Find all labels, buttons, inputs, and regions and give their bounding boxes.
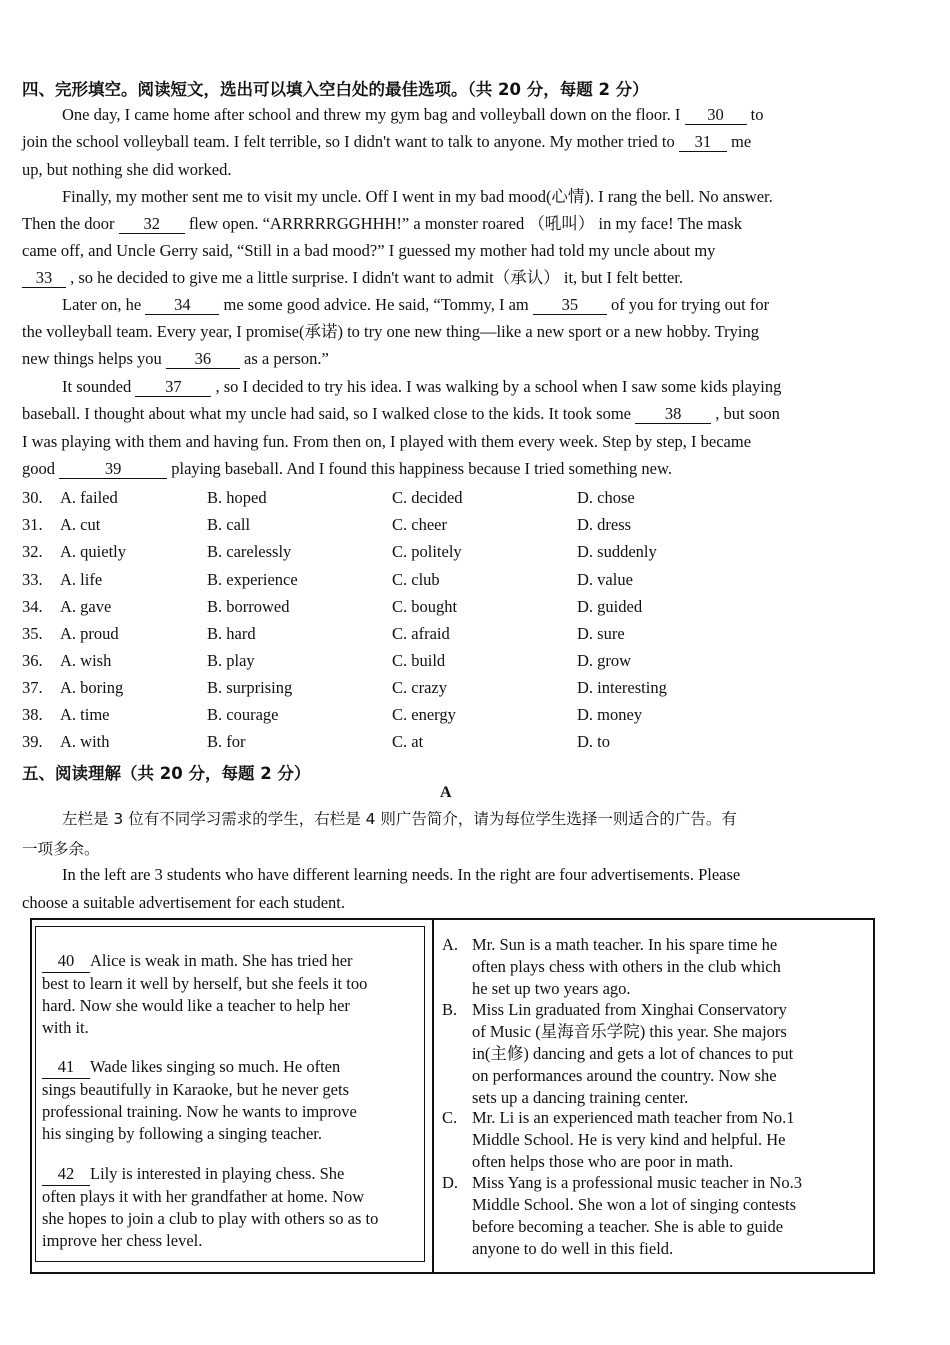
- passage-line: One day, I came home after school and threw my gym bag and volleyball down on the floor. I 30 to: [62, 105, 764, 124]
- option-d: D. to: [577, 732, 610, 751]
- ad-label: C.: [442, 1108, 458, 1127]
- answer-blank-42: 42: [42, 1163, 90, 1186]
- section-5-heading: 五、阅读理解（共 20 分，每题 2 分）: [22, 764, 311, 783]
- question-number: 32.: [22, 542, 43, 561]
- option-d: D. suddenly: [577, 542, 657, 561]
- question-number: 30.: [22, 488, 43, 507]
- passage-line: up, but nothing she did worked.: [22, 160, 232, 179]
- option-b: B. play: [207, 651, 255, 670]
- passage-line: join the school volleyball team. I felt terrible, so I didn't want to talk to anyone. My mother tried to 31 me: [22, 132, 752, 151]
- passage-line: came off, and Uncle Gerry said, “Still in a bad mood?” I guessed my mother had told my uncle about my: [22, 241, 716, 260]
- option-c: C. at: [392, 732, 424, 751]
- passage-line: 33 , so he decided to give me a little surprise. I didn't want to admit（承认） it, but I felt better.: [22, 267, 874, 289]
- table-divider: [432, 920, 434, 1272]
- blank-33: 33: [22, 269, 66, 288]
- passage-line: It sounded 37 , so I decided to try his idea. I was walking by a school when I saw some kids playing: [62, 377, 782, 396]
- question-number: 34.: [22, 597, 43, 616]
- question-number: 38.: [22, 705, 43, 724]
- en-instruction-cont: choose a suitable advertisement for each student.: [22, 893, 346, 912]
- blank-35: 35: [533, 296, 607, 315]
- matching-table: [30, 918, 875, 1274]
- option-b: B. experience: [207, 570, 298, 589]
- passage-line: Finally, my mother sent me to visit my uncle. Off I went in my bad mood(心情). I rang the bell. No answer.: [62, 187, 773, 206]
- question-number: 33.: [22, 570, 43, 589]
- passage-line: I was playing with them and having fun. From then on, I played with them every week. Step by step, I became: [22, 432, 752, 451]
- passage-line: Then the door 32 flew open. “ARRRRRGGHHH!” a monster roared （吼叫） in my face! The mask: [22, 214, 743, 233]
- ad-d: D. Miss Yang is a professional music teacher in No.3 Middle School. She won a lot of singing contests before becoming a teacher. She is able to guide anyone to do well in this field.: [442, 1173, 802, 1258]
- cn-instruction-cont: 一项多余。: [22, 840, 100, 858]
- student-40: 40 Alice is weak in math. She has tried her best to learn it well by herself, but she feels it too hard. Now she would like a teacher to help her with it.: [42, 951, 368, 1037]
- blank-37: 37: [135, 378, 211, 397]
- question-number: 39.: [22, 732, 43, 751]
- option-d: D. interesting: [577, 678, 667, 697]
- en-instruction: In the left are 3 students who have different learning needs. In the right are four advertisements. Please: [62, 865, 741, 884]
- option-c: C. decided: [392, 488, 463, 507]
- blank-38: 38: [635, 405, 711, 424]
- option-d: D. money: [577, 705, 643, 724]
- cn-instruction: 左栏是 3 位有不同学习需求的学生，右栏是 4 则广告简介，请为每位学生选择一则适合的广告。有: [62, 810, 737, 828]
- ad-b: B. Miss Lin graduated from Xinghai Conservatory of Music (星海音乐学院) this year. She majors in(主修) dancing and gets a lot of chances to put on performances around the country. Now she sets up a dancing training center.: [442, 1000, 794, 1107]
- option-d: D. grow: [577, 651, 632, 670]
- option-d: D. guided: [577, 597, 643, 616]
- passage-line: good 39 playing baseball. And I found this happiness because I tried something new.: [22, 459, 672, 478]
- option-b: B. carelessly: [207, 542, 292, 561]
- option-a: A. gave: [60, 597, 112, 616]
- option-b: B. hoped: [207, 488, 267, 507]
- question-number: 36.: [22, 651, 43, 670]
- part-label: A: [440, 784, 452, 801]
- question-number: 35.: [22, 624, 43, 643]
- ad-label: B.: [442, 1000, 458, 1019]
- blank-32: 32: [119, 215, 185, 234]
- option-c: C. afraid: [392, 624, 450, 643]
- option-a: A. boring: [60, 678, 124, 697]
- ad-label: A.: [442, 935, 459, 954]
- option-a: A. proud: [60, 624, 119, 643]
- question-number: 31.: [22, 515, 43, 534]
- option-b: B. for: [207, 732, 246, 751]
- student-42: 42 Lily is interested in playing chess. She often plays it with her grandfather at home. Now she hopes to join a club to play with others so as to improve her chess level.: [42, 1164, 379, 1250]
- ad-c: C. Mr. Li is an experienced math teacher from No.1 Middle School. He is very kind and helpful. He often helps those who are poor in math.: [442, 1108, 795, 1171]
- passage-line: new things helps you 36 as a person.”: [22, 349, 329, 368]
- option-c: C. build: [392, 651, 446, 670]
- option-a: A. cut: [60, 515, 101, 534]
- blank-34: 34: [145, 296, 219, 315]
- student-41: 41 Wade likes singing so much. He often sings beautifully in Karaoke, but he never gets professional training. Now he wants to improve his singing by following a singing teacher.: [42, 1057, 357, 1143]
- option-d: D. sure: [577, 624, 625, 643]
- option-d: D. dress: [577, 515, 632, 534]
- option-a: A. time: [60, 705, 110, 724]
- answer-blank-41: 41: [42, 1056, 90, 1079]
- blank-31: 31: [679, 133, 727, 152]
- option-a: A. quietly: [60, 542, 126, 561]
- passage-line: Later on, he 34 me some good advice. He said, “Tommy, I am 35 of you for trying out for: [62, 295, 770, 314]
- option-c: C. crazy: [392, 678, 447, 697]
- option-b: B. borrowed: [207, 597, 290, 616]
- option-d: D. value: [577, 570, 633, 589]
- section-4-heading: 四、完形填空。阅读短文，选出可以填入空白处的最佳选项。（共 20 分，每题 2 分）: [22, 80, 649, 99]
- option-a: A. wish: [60, 651, 112, 670]
- option-b: B. hard: [207, 624, 256, 643]
- option-c: C. club: [392, 570, 440, 589]
- question-number: 37.: [22, 678, 43, 697]
- ad-label: D.: [442, 1173, 459, 1192]
- passage-line: baseball. I thought about what my uncle had said, so I walked close to the kids. It took some 38 , but soon: [22, 404, 780, 423]
- ad-a: A. Mr. Sun is a math teacher. In his spare time he often plays chess with others in the club which he set up two years ago.: [442, 935, 781, 998]
- option-a: A. with: [60, 732, 110, 751]
- passage-line: the volleyball team. Every year, I promise(承诺) to try one new thing—like a new sport or a new hobby. Trying: [22, 322, 759, 341]
- option-c: C. cheer: [392, 515, 447, 534]
- blank-30: 30: [685, 106, 747, 125]
- option-c: C. energy: [392, 705, 456, 724]
- blank-36: 36: [166, 350, 240, 369]
- answer-blank-40: 40: [42, 950, 90, 973]
- option-d: D. chose: [577, 488, 635, 507]
- blank-39: 39: [59, 460, 167, 479]
- option-b: B. surprising: [207, 678, 293, 697]
- option-a: A. failed: [60, 488, 118, 507]
- option-c: C. politely: [392, 542, 462, 561]
- option-c: C. bought: [392, 597, 458, 616]
- option-a: A. life: [60, 570, 103, 589]
- option-b: B. courage: [207, 705, 279, 724]
- option-b: B. call: [207, 515, 251, 534]
